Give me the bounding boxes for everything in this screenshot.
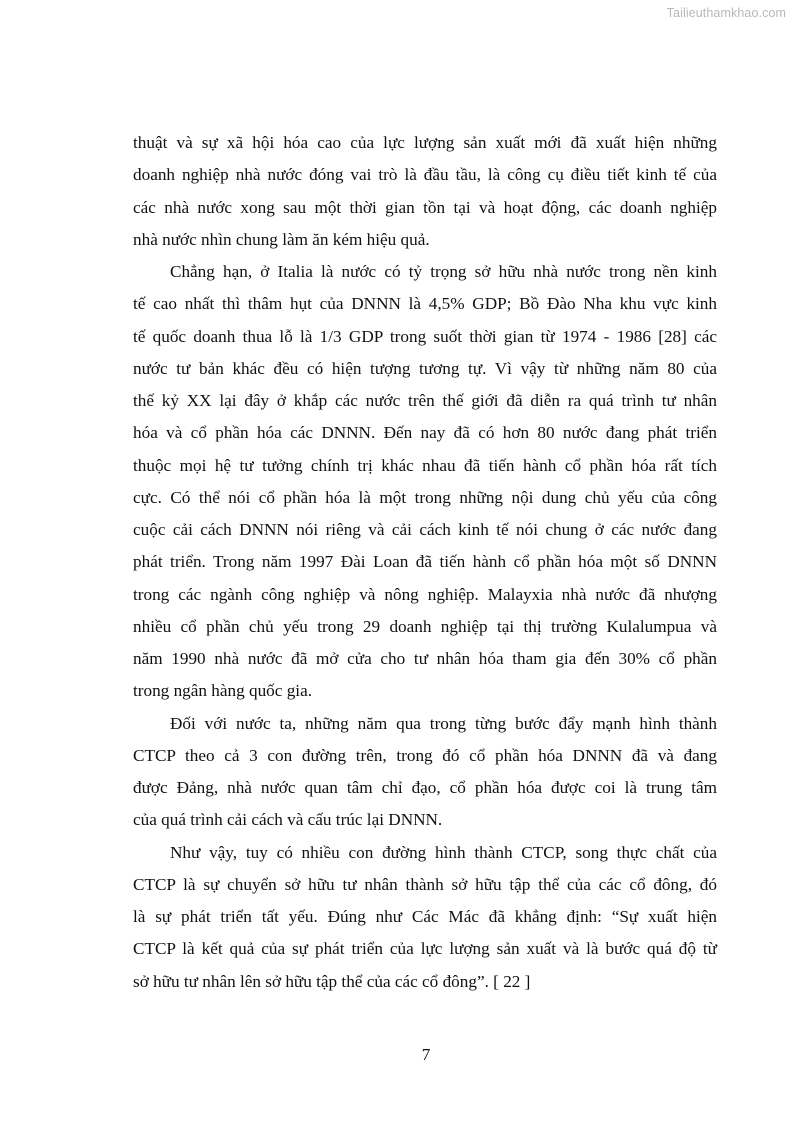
text-line: trong các ngành công nghiệp và nông nghiệp. Malayxia nhà nước đã nhượng [133, 584, 717, 604]
text-line: CTCP là kết quả của sự phát triển của lực lượng sản xuất và là bước quá độ từ [133, 939, 717, 959]
paragraph [133, 708, 717, 837]
text-line: hóa và cổ phần hóa các DNNN. Đến nay đã có hơn 80 nước đang phát triển [133, 423, 717, 443]
text-line: cuộc cải cách DNNN nói riêng và cải cách kinh tế nói chung ở các nước đang [133, 520, 717, 539]
text-line: nước tư bản khác đều có hiện tượng tương tự. Vì vậy từ những năm 80 của [133, 358, 717, 378]
text-line: trong ngân hàng quốc gia. [133, 681, 312, 701]
text-line: thuật và sự xã hội hóa cao của lực lượng sản xuất mới đã xuất hiện những [133, 133, 717, 152]
document-body [133, 127, 717, 998]
text-line: doanh nghiệp nhà nước đóng vai trò là đầu tầu, là công cụ điều tiết kinh tế của [133, 165, 717, 185]
text-line: là sự phát triển tất yếu. Đúng như Các Mác đã khẳng định: “Sự xuất hiện [133, 907, 717, 926]
text-line: Chẳng hạn, ở Italia là nước có tỷ trọng sở hữu nhà nước trong nền kinh [170, 262, 717, 281]
text-line: thế kỷ XX lại đây ở khắp các nước trên thế giới đã diễn ra quá trình tư nhân [133, 391, 717, 410]
paragraph [133, 256, 717, 708]
text-line: tế cao nhất thì thâm hụt của DNNN là 4,5% GDP; Bồ Đào Nha khu vực kinh [133, 294, 717, 314]
paragraph [133, 837, 717, 998]
text-line: năm 1990 nhà nước đã mở cửa cho tư nhân hóa tham gia đến 30% cổ phần [133, 649, 717, 668]
page-number: 7 [421, 1045, 431, 1064]
text-line: Như vậy, tuy có nhiều con đường hình thành CTCP, song thực chất của [170, 842, 717, 862]
paragraph [133, 127, 717, 256]
text-line: Đối với nước ta, những năm qua trong từng bước đẩy mạnh hình thành [170, 713, 717, 733]
text-line: tế quốc doanh thua lỗ là 1/3 GDP trong suốt thời gian từ 1974 - 1986 [28] các [133, 326, 717, 346]
text-line: nhiều cổ phần chủ yếu trong 29 doanh nghiệp tại thị trường Kulalumpua và [133, 616, 717, 636]
watermark: Tailieuthamkhao.com [666, 6, 786, 20]
text-line: các nhà nước xong sau một thời gian tồn tại và hoạt động, các doanh nghiệp [133, 197, 717, 217]
text-line: CTCP là sự chuyển sở hữu tư nhân thành sở hữu tập thể của các cổ đông, đó [133, 874, 717, 894]
text-line: cực. Có thể nói cổ phần hóa là một trong những nội dung chủ yếu của công [133, 487, 717, 507]
text-line: CTCP theo cả 3 con đường trên, trong đó cổ phần hóa DNNN đã và đang [133, 745, 717, 765]
text-line: được Đảng, nhà nước quan tâm chỉ đạo, cổ phần hóa được coi là trung tâm [133, 778, 717, 797]
text-line: phát triển. Trong năm 1997 Đài Loan đã tiến hành cổ phần hóa một số DNNN [133, 552, 717, 572]
text-line: thuộc mọi hệ tư tưởng chính trị khác nhau đã tiến hành cổ phần hóa rất tích [133, 455, 717, 475]
text-line: của quá trình cải cách và cấu trúc lại DNNN. [133, 810, 443, 830]
text-line: sở hữu tư nhân lên sở hữu tập thể của các cổ đông”. [ 22 ] [133, 971, 531, 991]
text-line: nhà nước nhìn chung làm ăn kém hiệu quả. [133, 229, 430, 249]
